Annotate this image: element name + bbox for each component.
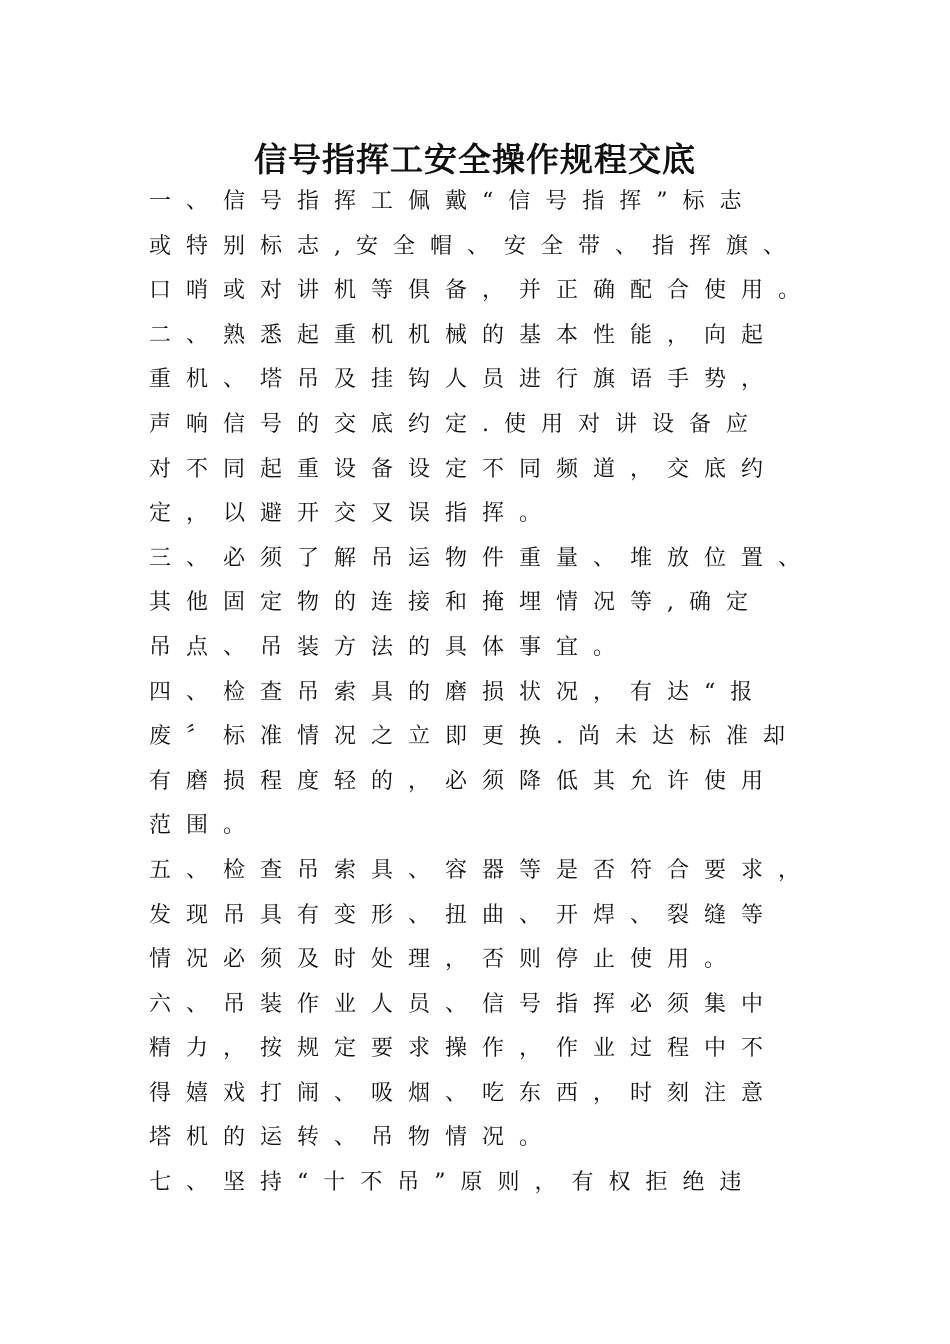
- text-line: 声响信号的交底约定.使用对讲设备应: [149, 411, 763, 437]
- text-line: 五、检查吊索具、容器等是否符合要求，: [149, 857, 816, 883]
- page-title: 信号指挥工安全操作规程交底: [254, 140, 696, 179]
- text-line: 七、坚持“十不吊”原则，有权拒绝违: [149, 1170, 757, 1196]
- text-line: 其他固定物的连接和掩埋情况等,确定: [149, 590, 763, 616]
- text-line: 重机、塔吊及挂钩人员进行旗语手势，: [149, 367, 779, 393]
- text-line: 四、检查吊索具的磨损状况，有达“报: [149, 679, 768, 705]
- text-line: 定，以避开交叉误指挥。: [149, 501, 557, 527]
- text-line: 废〞标准情况之立即更换.尚未达标准却: [149, 724, 800, 750]
- text-line: 一、信号指挥工佩戴“信号指挥”标志: [149, 189, 757, 214]
- text-line: 情况必须及时处理，否则停止使用。: [149, 947, 742, 973]
- text-line: 二、熟悉起重机机械的基本性能，向起: [149, 322, 779, 348]
- text-line: 三、必须了解吊运物件重量、堆放位置、: [149, 545, 816, 571]
- text-line: 有磨损程度轻的，必须降低其允许使用: [149, 768, 779, 794]
- text-line: 口哨或对讲机等俱备，并正确配合使用。: [149, 278, 816, 304]
- text-line: 塔机的运转、吊物情况。: [149, 1125, 557, 1151]
- text-line: 范围。: [149, 813, 261, 839]
- document-body: [149, 180, 839, 1206]
- text-line: 对不同起重设备设定不同频道，交底约: [149, 456, 779, 482]
- text-line: 吊点、吊装方法的具体事宜。: [149, 634, 631, 660]
- text-line: 精力，按规定要求操作，作业过程中不: [149, 1036, 779, 1062]
- text-line: 得嬉戏打闹、吸烟、吃东西，时刻注意: [149, 1080, 779, 1106]
- text-line: 或特别标志,安全帽、安全带、指挥旗、: [149, 233, 800, 259]
- text-line: 发现吊具有变形、扭曲、开焊、裂缝等: [149, 902, 779, 928]
- text-line: 六、吊装作业人员、信号指挥必须集中: [149, 991, 779, 1017]
